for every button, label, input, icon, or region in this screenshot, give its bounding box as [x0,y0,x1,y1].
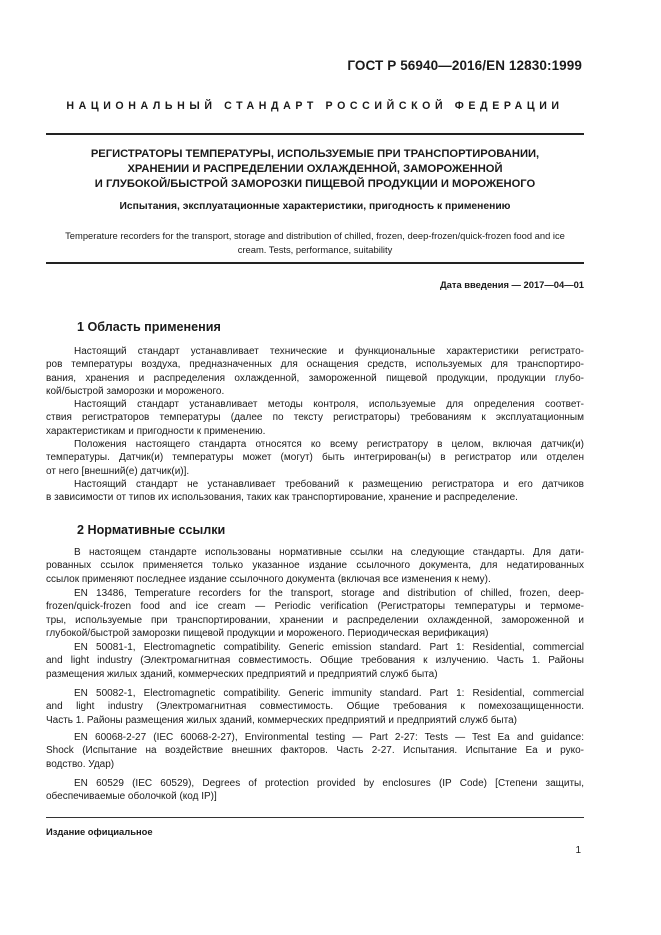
text-line: EN 13486, Temperature recorders for the transport, storage and distribution of chilled, frozen, deep- [74,588,584,599]
page-number: 1 [575,845,581,856]
reference-entry [46,777,584,804]
text-line: EN 50081-1, Electromagnetic compatibility. Generic emission standard. Part 1: Residential, commercial [74,642,584,653]
section-2-heading: 2 Нормативные ссылки [77,523,226,537]
title-rule [46,262,584,264]
text-line: ссылок применяют последнее издание ссылочного документа (включая все изменения к нему). [46,573,491,585]
text-line: Положения настоящего стандарта относятся ко всему регистратору в целом, включая датчик(и) [74,439,584,450]
text-line: характеристикам и пригодности к применению. [46,425,266,437]
text-line: frozen/quick-frozen food and ice cream — Periodic verification (Регистраторы температуры и термоме- [46,601,584,613]
text-line: рованных ссылок применяется только указанное издание ссылочного документа, для недатированных [46,560,584,572]
text-line: кой/быстрой заморозки и мороженого. [46,385,225,397]
header-rule [46,133,584,135]
english-title [46,229,584,257]
text-line: Настоящий стандарт устанавливает методы контроля, используемые для определения соответ- [74,399,584,410]
text-line: тры, используемые при транспортировании, хранении и распределении охлажденной, замороженной и [46,614,584,626]
english-title-line: Temperature recorders for the transport, storage and distribution of chilled, frozen, deep-frozen/quick-frozen food and ice [65,230,565,241]
title-line: И ГЛУБОКОЙ/БЫСТРОЙ ЗАМОРОЗКИ ПИЩЕВОЙ ПРОДУКЦИИ И МОРОЖЕНОГО [94,178,536,190]
section-1-paragraph [46,345,584,398]
text-line: водство. Удар) [46,758,115,770]
text-line: EN 50082-1, Electromagnetic compatibility. Generic immunity standard. Part 1: Residential, commercial [74,688,584,699]
reference-entry [46,731,584,771]
document-subtitle: Испытания, эксплуатационные характеристики, пригодность к применению [119,201,511,212]
document-code: ГОСТ Р 56940—2016/EN 12830:1999 [347,58,582,73]
footer-rule [46,817,584,818]
text-line: EN 60529 (IEC 60529), Degrees of protection provided by enclosures (IP Code) [Степени защиты, [74,778,584,789]
section-1-heading: 1 Область применения [77,320,221,334]
text-line: EN 60068-2-27 (IEC 60068-2-27), Environmental testing — Part 2-27: Tests — Test Ea and guidance: [74,732,584,743]
text-line: в зависимости от типов их использования, таких как транспортирование, хранение и распределение. [46,492,518,504]
reference-entry [46,641,584,681]
text-line: обеспечиваемые оболочкой (код IP)] [46,791,217,803]
introduction-date: Дата введения — 2017—04—01 [439,279,584,290]
section-1-paragraph [46,478,584,505]
reference-entry [46,587,584,640]
document-title [46,147,584,192]
text-line: ствия регистраторов температуры (далее по тексту регистраторы) требованиям к эксплуатационным [46,412,584,424]
section-1-paragraph [46,438,584,478]
text-line: от него [внешний(е) датчик(и)]. [46,465,190,477]
section-1-paragraph [46,398,584,438]
text-line: and light industry (Электромагнитная совместимость. Общие требования к помехозащищенности. [46,701,584,713]
text-line: and light industry (Электромагнитная совместимость. Общие требования к излучению. Часть 1. Районы [46,655,584,667]
text-line: Настоящий стандарт устанавливает технические и функциональные характеристики регистрато- [74,346,584,357]
text-line: Shock (Испытание на воздействие внешних факторов. Часть 2-27. Испытания. Испытание Ea и руко- [46,745,584,757]
text-line: вания, хранения и распределения охлажденной, замороженной пищевой продукции, продукции глубо- [46,372,584,384]
english-title-line: cream. Tests, performance, suitability [237,244,393,255]
section-2-paragraph [46,546,584,586]
text-line: размещения жилых зданий, коммерческих предприятий и предприятий служб быта) [46,668,438,680]
text-line: Настоящий стандарт не устанавливает требований к размещению регистратора и его датчиков [74,479,584,490]
text-line: температуры. Датчик(и) температуры может (могут) быть интегрирован(ы) в регистратор или отделен [46,452,584,464]
text-line: ров температуры воздуха, предназначенных для оснащения средств, используемых для транспортиро- [46,359,584,371]
title-line: РЕГИСТРАТОРЫ ТЕМПЕРАТУРЫ, ИСПОЛЬЗУЕМЫЕ ПРИ ТРАНСПОРТИРОВАНИИ, [90,148,540,160]
text-line: В настоящем стандарте использованы нормативные ссылки на следующие стандарты. Для дати- [74,547,584,558]
text-line: Часть 1. Районы размещения жилых зданий, коммерческих предприятий и предприятий служб быта) [46,714,517,726]
national-standard-banner: НАЦИОНАЛЬНЫЙ СТАНДАРТ РОССИЙСКОЙ ФЕДЕРАЦИИ [66,100,564,112]
reference-entry [46,687,584,727]
official-edition-label: Издание официальное [46,826,153,837]
title-line: ХРАНЕНИИ И РАСПРЕДЕЛЕНИИ ОХЛАЖДЕННОЙ, ЗАМОРОЖЕННОЙ [127,163,503,175]
text-line: глубокой/быстрой заморозки пищевой продукции и мороженого. Периодическая верификация) [46,627,489,639]
